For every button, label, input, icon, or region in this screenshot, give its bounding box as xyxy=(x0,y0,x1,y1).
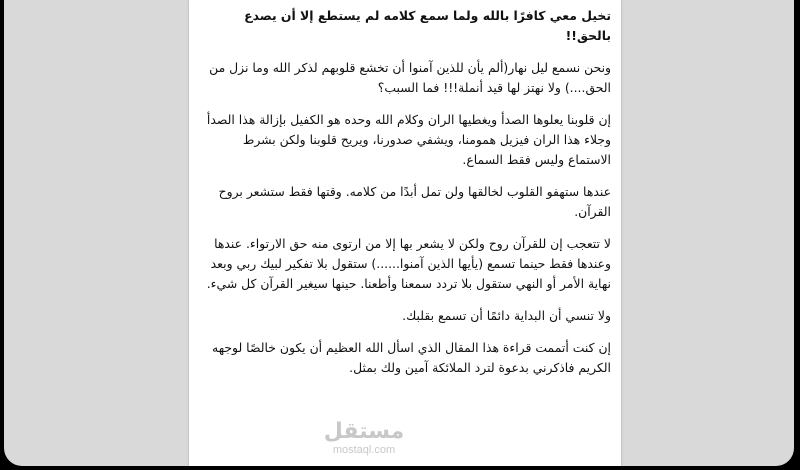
document-viewer-background xyxy=(4,0,794,466)
paragraph-7: إن كنت أتممت قراءة هذا المقال الذي اسأل الله العظيم أن يكون خالصًا لوجهه الكريم فاذكرني بدعوة لترد الملائكة آمين ولك بمثل. xyxy=(212,340,611,375)
mostaql-watermark xyxy=(314,420,414,456)
document-page xyxy=(189,0,621,466)
paragraph-2: ونحن نسمع ليل نهار(ألم يأن للذين آمنوا أن تخشع قلوبهم لذكر الله وما نزل من الحق....) ولا نهتز لها قيد أنملة!!! فما السبب؟ xyxy=(209,60,611,95)
paragraph-3: إن قلوبنا يعلوها الصدأ ويغطيها الران وكلام الله وحده هو الكفيل بإزالة هذا الصدأ وجلاء هذا الران فيزيل همومنا، ويشفي صدورنا، ويريح قلوبنا ولكن بشرط الاستماع وليس فقط السماع. xyxy=(206,112,611,167)
watermark-arabic-text: مستقل xyxy=(323,419,405,444)
paragraph-1 xyxy=(201,6,611,46)
article-body xyxy=(201,6,611,390)
paragraph-5: لا تتعجب إن للقرآن روح ولكن لا يشعر بها إلا من ارتوى منه حق الارتواء. عندها وعندها فقط حينما تسمع (يأيها الذين آمنوا......) ستقول بلا تفكير لبيك ربي وبعد نهاية الأمر أو النهي ستقول بلا تردد سمعنا وأطعنا. حينها سيغير القرآن كل شيء. xyxy=(206,236,611,291)
paragraph-4: عندها ستهفو القلوب لخالقها ولن تمل أبدًا من كلامه. وقتها فقط ستشعر بروح القرآن. xyxy=(218,184,611,219)
paragraph-6: ولا تنسي أن البداية دائمًا أن تسمع بقلبك. xyxy=(402,308,611,323)
watermark-latin-text: mostaql.com xyxy=(332,444,396,456)
paragraph-1-text: تخيل معي كافرًا بالله ولما سمع كلامه لم يستطع إلا أن يصدع بالحق!! xyxy=(244,8,611,43)
